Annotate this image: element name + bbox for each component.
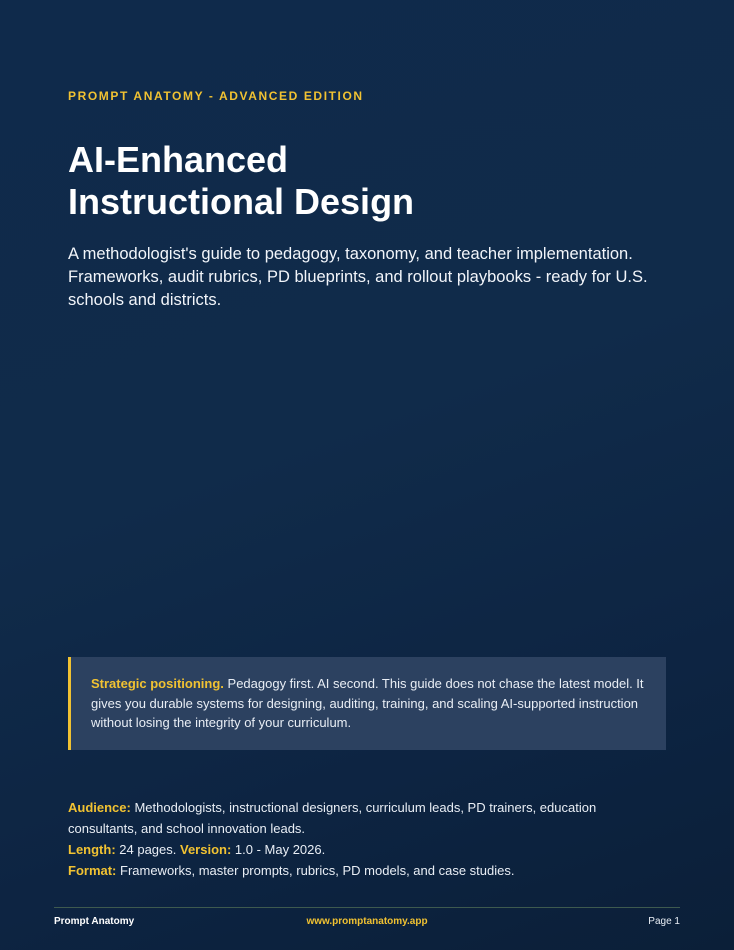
length-version-row (68, 839, 668, 860)
footer-url-link[interactable]: www.promptanatomy.app (306, 916, 428, 927)
callout-lead: Strategic positioning. (91, 676, 224, 691)
audience-value: Methodologists, instructional designers, curriculum leads, PD trainers, education consultants, and school innovation leads. (68, 800, 597, 836)
edition-eyebrow: PROMPT ANATOMY - ADVANCED EDITION (68, 89, 364, 103)
page-title (68, 139, 668, 223)
format-row (68, 860, 668, 881)
page-number: Page 1 (648, 916, 680, 927)
footer-brand: Prompt Anatomy (54, 916, 135, 927)
callout-body: Pedagogy first. AI second. This guide does not chase the latest model. It gives you durable systems for designing, auditing, training, and scaling AI-supported instruction without losing the integrity of your curriculum. (91, 676, 644, 730)
version-value: 1.0 - May 2026. (231, 842, 326, 857)
strategic-positioning-callout (68, 657, 666, 750)
format-label: Format: (68, 863, 117, 878)
audience-label: Audience: (68, 800, 131, 815)
title-line-2: Instructional Design (68, 181, 415, 222)
document-meta (68, 797, 668, 881)
subtitle: A methodologist's guide to pedagogy, taxonomy, and teacher implementation. Frameworks, audit rubrics, PD blueprints, and rollout playbooks - ready for U.S. schools and districts. (68, 245, 648, 309)
footer-divider (54, 907, 680, 908)
audience-row (68, 797, 668, 839)
length-label: Length: (68, 842, 116, 857)
length-value: 24 pages. (115, 842, 180, 857)
format-value: Frameworks, master prompts, rubrics, PD models, and case studies. (116, 863, 515, 878)
title-line-1: AI-Enhanced (68, 139, 289, 180)
version-label: Version: (179, 842, 232, 857)
